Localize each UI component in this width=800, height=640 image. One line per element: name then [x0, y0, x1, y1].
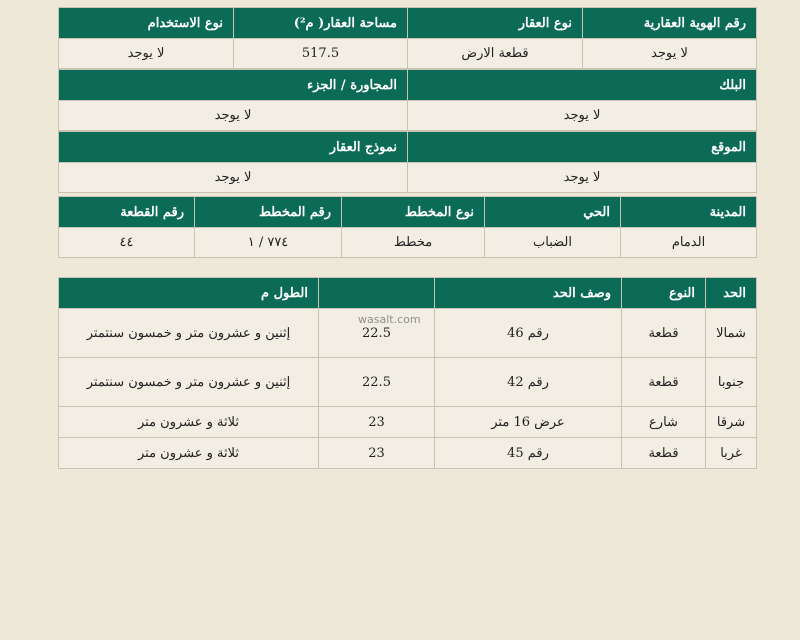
header-neighborhood-part: المجاورة / الجزء — [59, 70, 408, 101]
value-district: الضباب — [485, 228, 621, 258]
header-property-id: رقم الهوية العقارية — [583, 8, 757, 39]
value-property-id: لا يوجد — [583, 39, 757, 69]
boundary-side: شرقا — [706, 407, 757, 438]
header-district: الحي — [485, 197, 621, 228]
value-plot-number: ٤٤ — [59, 228, 195, 258]
boundary-length-text: إثنين و عشرون متر و خمسون سنتمتر — [59, 358, 319, 407]
value-plan-type: مخطط — [342, 228, 485, 258]
boundary-desc: رقم 46 — [435, 309, 622, 358]
boundary-length: 22.5 — [319, 309, 435, 358]
header-city: المدينة — [621, 197, 757, 228]
boundary-length-text: إثنين و عشرون متر و خمسون سنتمتر — [59, 309, 319, 358]
boundary-type: قطعة — [622, 358, 706, 407]
value-property-area: 517.5 — [234, 39, 408, 69]
boundary-length: 22.5 — [319, 358, 435, 407]
header-plot-number: رقم القطعة — [59, 197, 195, 228]
header-boundary-type: النوع — [622, 278, 706, 309]
boundary-length-text: ثلاثة و عشرون متر — [59, 438, 319, 469]
table-row — [59, 438, 757, 469]
table-row — [59, 407, 757, 438]
table-row — [59, 358, 757, 407]
header-location: الموقع — [408, 132, 757, 163]
boundary-side: جنوبا — [706, 358, 757, 407]
header-usage-type: نوع الاستخدام — [59, 8, 234, 39]
boundaries-table — [58, 277, 757, 469]
boundary-desc: رقم 45 — [435, 438, 622, 469]
boundary-side: شمالا — [706, 309, 757, 358]
boundary-type: قطعة — [622, 438, 706, 469]
property-info-table — [58, 7, 757, 69]
value-block: لا يوجد — [408, 101, 757, 131]
header-plan-type: نوع المخطط — [342, 197, 485, 228]
header-plan-number: رقم المخطط — [195, 197, 342, 228]
header-boundary-desc: وصف الحد — [435, 278, 622, 309]
header-block: البلك — [408, 70, 757, 101]
header-boundary: الحد — [706, 278, 757, 309]
boundary-side: غربا — [706, 438, 757, 469]
block-info-table — [58, 69, 757, 131]
header-length: الطول م — [59, 278, 319, 309]
header-property-area: مساحة العقار( م²) — [234, 8, 408, 39]
boundary-length: 23 — [319, 438, 435, 469]
boundary-desc: عرض 16 متر — [435, 407, 622, 438]
header-property-type: نوع العقار — [408, 8, 583, 39]
value-usage-type: لا يوجد — [59, 39, 234, 69]
value-plan-number: ٧٧٤ / ١ — [195, 228, 342, 258]
value-neighborhood-part: لا يوجد — [59, 101, 408, 131]
header-length-value — [319, 278, 435, 309]
header-property-model: نموذج العقار — [59, 132, 408, 163]
plan-info-table — [58, 196, 757, 258]
value-property-type: قطعة الارض — [408, 39, 583, 69]
value-location: لا يوجد — [408, 163, 757, 193]
boundary-length: 23 — [319, 407, 435, 438]
boundary-type: قطعة — [622, 309, 706, 358]
value-city: الدمام — [621, 228, 757, 258]
boundary-type: شارع — [622, 407, 706, 438]
watermark: wasalt.com — [358, 313, 421, 326]
value-property-model: لا يوجد — [59, 163, 408, 193]
boundary-length-text: ثلاثة و عشرون متر — [59, 407, 319, 438]
location-info-table — [58, 131, 757, 193]
boundary-desc: رقم 42 — [435, 358, 622, 407]
